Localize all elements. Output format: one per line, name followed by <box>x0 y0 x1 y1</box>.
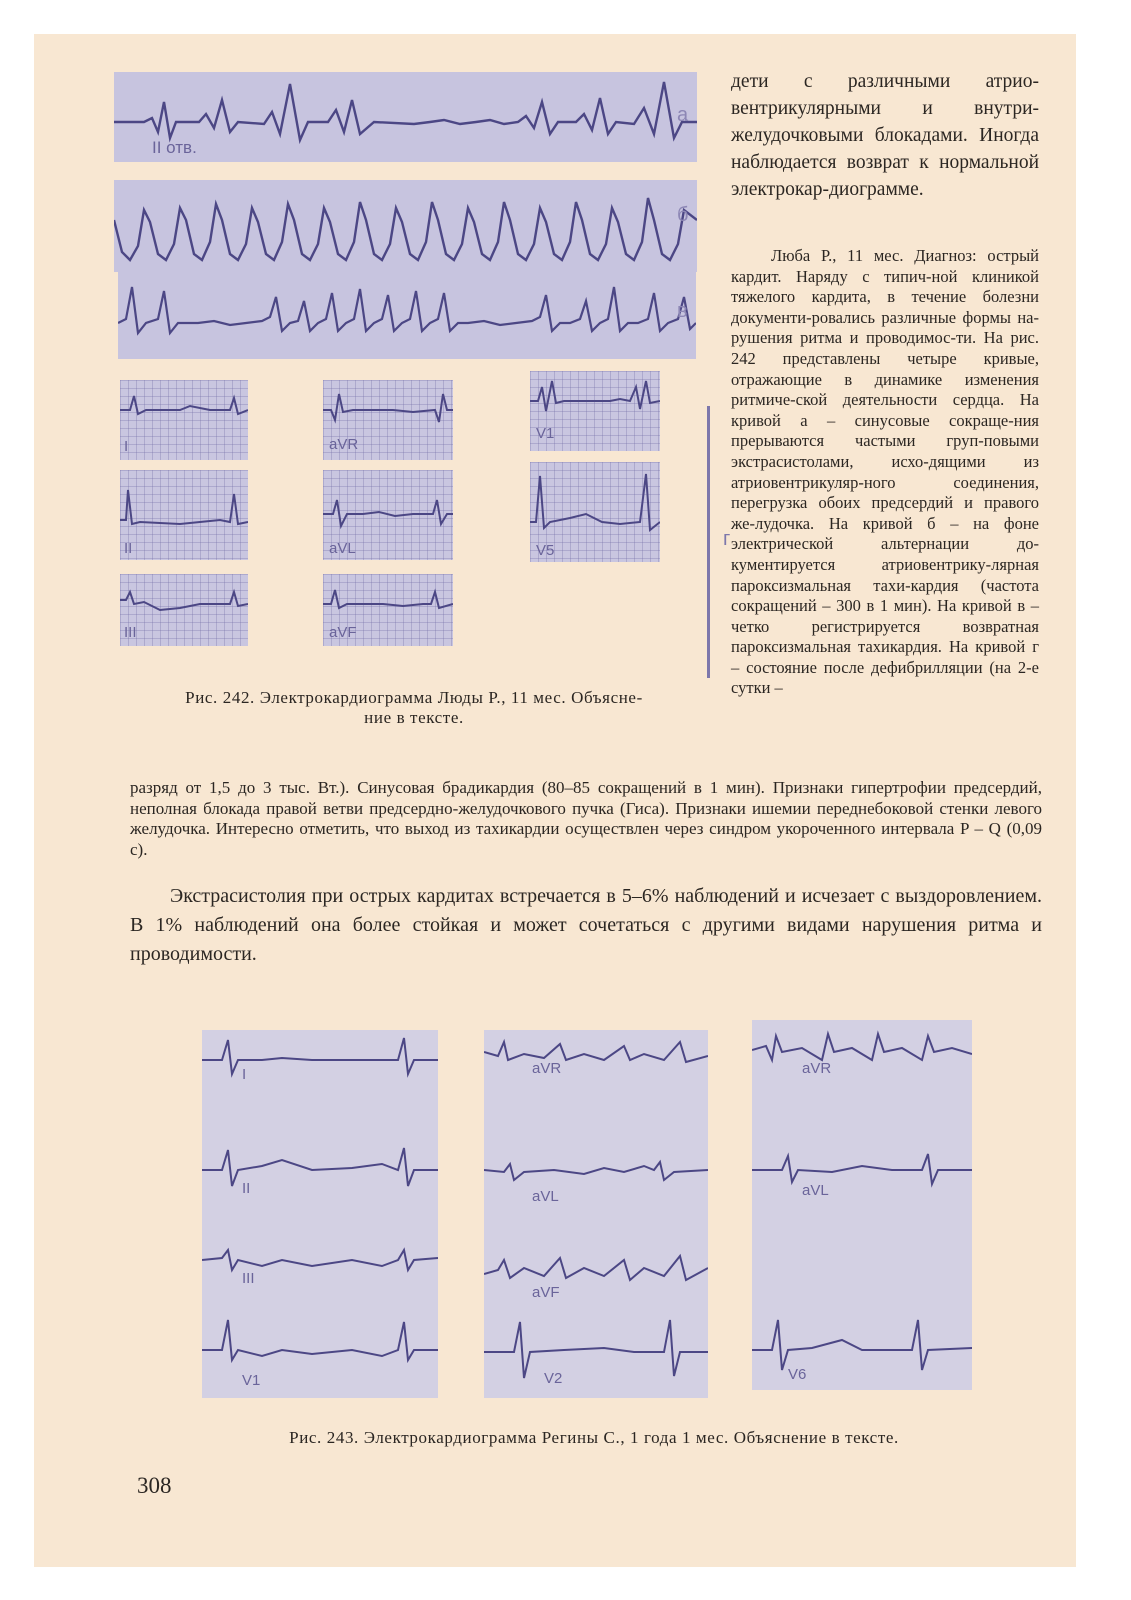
ecg-tile-lead-avf <box>323 574 453 646</box>
ecg-panel-column-3 <box>752 1020 972 1390</box>
ecg-trace-c <box>118 267 696 359</box>
ecg-panel-column-2 <box>484 1030 708 1398</box>
ecg-tile-lead-v1 <box>530 371 660 451</box>
fig243-lead-label: V2 <box>544 1370 563 1387</box>
ecg-tile-lead-avl <box>323 470 453 560</box>
ecg-trace-lead-ii <box>120 470 248 560</box>
ecg-tile-lead-iii <box>120 574 248 646</box>
figure-243-caption: Рис. 243. Электрокардиограмма Регины С., 1 года 1 мес. Объяснение в тексте. <box>289 1428 899 1447</box>
full-width-paragraph <box>130 882 1042 969</box>
fig243-lead-label: aVL <box>532 1188 559 1205</box>
ecg-strip-c <box>118 267 696 359</box>
fig243-lead-label: aVR <box>532 1060 562 1077</box>
caption-line: ние в тексте. <box>364 708 464 727</box>
fig243-lead-label: V6 <box>788 1366 807 1383</box>
tile-lead-label: I <box>124 438 129 455</box>
caption-line: Рис. 242. Электрокардиограмма Люды Р., 11 мес. Объясне- <box>185 688 643 707</box>
strip-c-letter: в <box>677 300 688 322</box>
paragraph: дети с различными атрио-вентрикулярными и внутри-желудочковыми блокадами. Иногда наблюдается возврат к нормальной электрокар-диограмме. <box>731 71 1039 200</box>
tile-lead-label: V1 <box>536 425 555 442</box>
ecg-trace-lead-iii <box>120 574 248 646</box>
ecg-tile-lead-i <box>120 380 248 460</box>
ecg-trace-b <box>114 180 697 272</box>
strip-a-letter: а <box>677 104 689 126</box>
fig243-lead-label: V1 <box>242 1372 261 1389</box>
ecg-strip-a <box>114 72 697 162</box>
fig243-lead-label: II <box>242 1180 251 1197</box>
paragraph: Люба Р., 11 мес. Диагноз: острый кардит. Наряду с типич-ной клиникой тяжелого кардита, в течение болезни документи-ровались различные формы на-рушения ритма и проводимос-ти. На рис. 242 представлены четыре кривые, отражающие в динамике изменения ритмиче-ской деятельности сердца. На кривой а – синусовые сокраще-ния прерываются частыми груп-повыми экстрасистолами, исхо-дящими из атриовентрикуляр-ного соединения, перегрузка обоих предсердий и правого же-лудочка. На кривой б – на фоне электрической альтернации до-кументируется атриовентрику-лярная пароксизмальная тахи-кардия (частота сокращений – 300 в 1 мин). На кривой в – четко регистрируется возвратная пароксизмальная тахикардия. На кривой г – состояние после дефибрилляции (на 2-е сутки – <box>731 246 1039 698</box>
fig243-lead-label: aVF <box>532 1284 560 1301</box>
strip-b-letter: б <box>677 204 689 226</box>
tile-lead-label: V5 <box>536 542 555 559</box>
right-column-case <box>731 246 1039 699</box>
ecg-traces-column-3 <box>752 1020 972 1390</box>
ecg-panel-column-1 <box>202 1030 438 1398</box>
fig243-lead-label: I <box>242 1066 247 1083</box>
full-width-continuation <box>130 778 1042 860</box>
fig243-lead-label: aVL <box>802 1182 829 1199</box>
ecg-trace-lead-i <box>120 380 248 460</box>
right-column-intro <box>731 68 1039 203</box>
tile-lead-label: II <box>124 540 133 557</box>
ecg-tile-lead-v5 <box>530 462 660 562</box>
tile-lead-label: III <box>124 624 137 641</box>
tile-lead-label: aVL <box>329 540 356 557</box>
book-page <box>34 34 1076 1567</box>
ecg-tile-lead-ii <box>120 470 248 560</box>
ecg-trace-a <box>114 72 697 162</box>
tile-lead-label: aVR <box>329 436 359 453</box>
ecg-tile-lead-avr <box>323 380 453 460</box>
fig243-lead-label: aVR <box>802 1060 832 1077</box>
tile-lead-label: aVF <box>329 624 357 641</box>
curve-g-label: г <box>723 528 731 550</box>
paragraph: разряд от 1,5 до 3 тыс. Вт.). Синусовая брадикардия (80–85 сокращений в 1 мин). Признаки гипертрофии предсердий, неполная блокада правой ветви предсердно-желудочкового пучка (Гиса). Признаки ишемии переднебоковой стенки левого желудочка. Интересно отметить, что выход из тахикардии осуществлен через синдром укороченного интервала P – Q (0,09 с). <box>130 778 1042 859</box>
ecg-traces-column-2 <box>484 1030 708 1398</box>
page-number: 308 <box>137 1473 172 1498</box>
figure-242-caption <box>114 688 714 728</box>
ecg-strip-b <box>114 180 697 272</box>
ecg-traces-column-1 <box>202 1030 438 1398</box>
paragraph: Экстрасистолия при острых кардитах встречается в 5–6% наблюдений и исчезает с выздоровлением. В 1% наблюдений она более стойкая и может сочетаться с другими видами нарушения ритма и проводимости. <box>130 885 1042 965</box>
strip-a-lead-label: II отв. <box>152 138 197 157</box>
fig243-lead-label: III <box>242 1270 255 1287</box>
